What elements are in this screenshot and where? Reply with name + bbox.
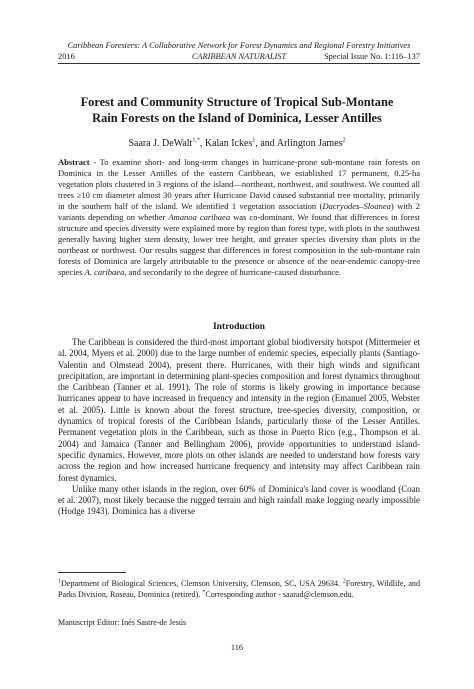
title-line-2: Rain Forests on the Island of Dominica, Lesser Antilles (92, 111, 382, 125)
author-separator: , (199, 138, 205, 149)
affiliation-footnote (58, 578, 420, 600)
running-header-series: Caribbean Foresters: A Collaborative Network for Forest Dynamics and Regional Forestry Initiatives (67, 41, 411, 50)
author-1: Saara J. DeWalt (128, 138, 193, 149)
author-list (46, 138, 428, 149)
footnote-marker: 2 (342, 578, 346, 585)
abstract-label: Abstract (58, 157, 90, 167)
footnote-text: Corresponding author - saarad@clemson.edu. (205, 590, 354, 599)
abstract-taxon: Dacryodes–Sloanea (322, 201, 391, 211)
author-3: Arlington James (276, 138, 343, 149)
abstract (58, 157, 420, 278)
abstract-taxon: Amanoa caribaea (168, 212, 231, 222)
header-issue: Special Issue No. 1:116–137 (324, 52, 420, 61)
author-separator: , and (255, 138, 277, 149)
abstract-text: ) with 2 variants depending on whether (58, 201, 420, 222)
paragraph: Unlike many other islands in the region, over 60% of Dominica's land cover is woodland (Coan et al. 2007), most likely because the rugged terrain and high rainfall make logging nearly impossible (Hodge 1943). Dominica has a diverse (58, 483, 420, 517)
footnote-marker: 1 (58, 578, 61, 585)
manuscript-editor: Manuscript Editor: Inés Sastre-de Jesús (58, 618, 187, 627)
footnote-text: Forestry, Wildlife, and Parks Division, Roseau, Dominica (retired). (58, 579, 420, 599)
footnote-divider (58, 572, 126, 573)
paragraph: The Caribbean is considered the third-most important global biodiversity hotspot (Mittermeier et al. 2004, Myers et al. 2000) due to the large number of endemic species, especially plants (Santiago-Valentin and Olmstead 2004), present there. Hurricanes, with their high winds and significant precipitation, are important in determining plant-species composition and forest dynamics throughout the Caribbean (Tanner et al. 1991). The role of storms is likely growing in importance because hurricanes appear to have increased in frequency and intensity in the region (Emanuel 2005, Webster et al. 2005). Little is known about the forest structure, tree-species diversity, composition, or dynamics of tropical forests of the Caribbean Islands, particularly those of the Lesser Antilles. Permanent vegetation plots in the Caribbean, such as those in Puerto Rico (e.g., Thompson et al. 2004) and Jamaica (Tanner and Bellingham 2006), provide opportunities to understand island-specific dynamics. However, more plots on other islands are needed to understand how forests vary across the region and how increased hurricane frequency and intensity may affect Caribbean rain forest dynamics. (58, 337, 420, 483)
abstract-taxon: A. caribaea (84, 267, 125, 277)
author-3-affiliation: 2 (342, 137, 346, 144)
running-header (58, 51, 420, 64)
section-body (58, 337, 420, 518)
footnote-text: Department of Biological Sciences, Clemson University, Clemson, SC, USA 29634. (61, 579, 343, 588)
abstract-text: - To examine short- and long-term changes in hurricane-prone sub-montane rain forests on Dominica in the Lesser Antilles of the eastern Caribbean, we established 17 permanent, 0.25-ha vegetation plots clustered in 3 regions of the island—northeast, northwest, and southwest. We counted all trees ≥10 cm diameter almost 30 years after Hurricane David caused substantial tree mortality, primarily in the southern half of the island. We identified 1 vegetation association ( (58, 157, 420, 211)
author-2-affiliation: 1 (252, 137, 256, 144)
author-2: Kalan Ickes (204, 138, 253, 149)
abstract-text: was co-dominant. We found that differences in forest structure and species diversity were explained more by region than forest type, with plots in the southwest generally having higher stem density, lower tree height, and greater species diversity than plots in the northeast or northwest. Our results suggest that differences in forest composition in the sub-montane rain forests of Dominica are largely attributable to the presence or absence of the near-endemic canopy-tree species (58, 212, 421, 277)
article-title (46, 94, 428, 126)
abstract-text: , and secondarily to the degree of hurricane-caused disturbance. (124, 267, 341, 277)
header-year: 2016 (58, 52, 75, 61)
title-line-1: Forest and Community Structure of Tropical Sub-Montane (80, 95, 394, 109)
page-number: 116 (230, 643, 244, 652)
author-1-affiliation: 1,* (192, 137, 200, 144)
footnote-marker: * (202, 589, 206, 596)
header-journal: CARIBBEAN NATURALIST (191, 52, 287, 61)
section-heading: Introduction (212, 321, 266, 332)
